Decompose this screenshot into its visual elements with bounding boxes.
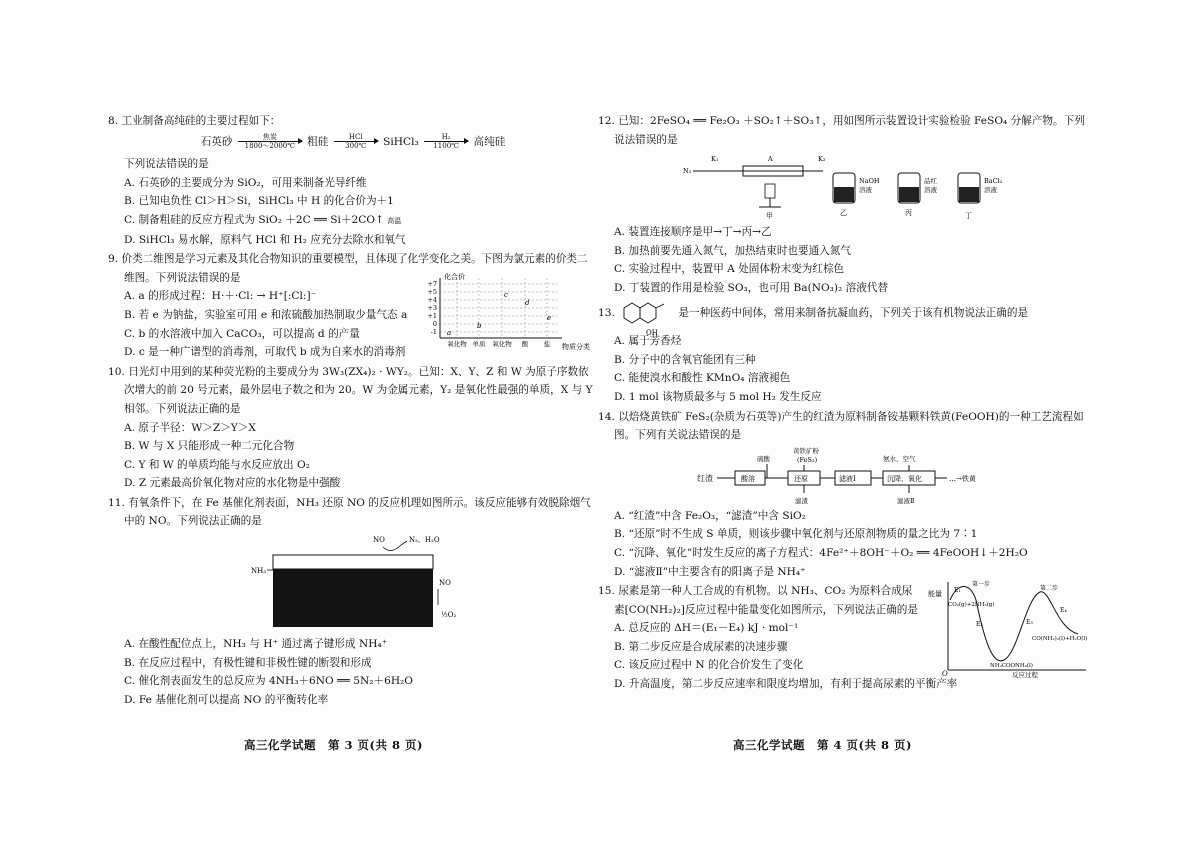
q15-products: CO(NH₂)₂(l)+H₂O(l): [1032, 636, 1088, 643]
q9-point: d: [525, 299, 530, 308]
q9-ytick: 0: [432, 320, 437, 329]
q8-start: 石英砂: [200, 135, 233, 148]
q9-ytick: -1: [430, 328, 437, 337]
q12-bacl2: 溶液: [984, 186, 997, 195]
question-10: [108, 363, 598, 493]
question-11: [108, 494, 598, 710]
q15-option-b: B. 第二步反应是合成尿素的决速步骤: [614, 640, 788, 653]
q8-arrow3: $\frac{\text{H₂}}{1100℃}$: [424, 133, 468, 150]
q12-pin2: 溶液: [924, 186, 937, 195]
q13-option-b: B. 分子中的含氧官能团有三种: [614, 353, 756, 366]
q9-point: e: [547, 314, 552, 323]
right-column: [598, 112, 1088, 695]
q15-option-c: C. 该反应过程中 N 的化合价发生了变化: [614, 659, 804, 672]
q9-ytick: +1: [427, 312, 437, 321]
q9-xcat: 单质: [472, 340, 486, 349]
q10-option-a: A. 原子半径：W＞Z＞Y＞X: [124, 421, 256, 434]
q9-option-b: B. 若 e 为钠盐，实验室可用 e 和浓硫酸加热制取少量气态 a: [124, 308, 408, 321]
q10-option-b: B. W 与 X 只能形成一种二元化合物: [124, 440, 295, 453]
q12-option-a: A. 装置连接顺序是甲→丁→丙→乙: [614, 226, 772, 239]
q14-end: …→铁黄: [949, 474, 976, 483]
q11-nh3-label: NH₃: [251, 567, 267, 576]
q12-n2: N₂: [683, 167, 692, 176]
question-8: [108, 112, 598, 249]
q14-start: 红渣: [697, 473, 713, 483]
q11-option-c: C. 催化剂表面发生的总反应为 4NH₃＋6NO ══ 5N₂＋6H₂O: [124, 675, 413, 688]
q14-flowchart: [693, 445, 993, 507]
q14-step2: 还原: [794, 474, 808, 483]
q8-stem: 8. 工业制备高纯硅的主要过程如下：: [108, 115, 281, 127]
q15-step2: 第二步: [1040, 585, 1059, 593]
q15-xlabel: 反应过程: [1012, 671, 1038, 679]
q12-naoh: NaOH: [859, 177, 880, 186]
q10-option-c: C. Y 和 W 的单质均能与水反应放出 O₂: [124, 458, 310, 471]
q12-jia: 甲: [766, 212, 773, 221]
q12-bacl: BaCl₂: [984, 177, 1003, 186]
q11-option-a: A. 在酸性配位点上，NH₃ 与 H⁺ 通过离子键形成 NH₄⁺: [124, 638, 388, 651]
q13-stem: 13. 是一种医药中间体，常用来制备抗凝血药，下列关于该有机物说法正确的是: [598, 306, 1029, 319]
q15-reactants: CO₂(g)+2NH₃(g): [948, 602, 995, 609]
q12-yi: 乙: [840, 209, 847, 218]
q9-ytick: +4: [427, 296, 437, 305]
q15-step1: 第一步: [972, 581, 991, 589]
q11-products: N₂、H₂O: [409, 536, 440, 545]
q8-option-d: D. SiHCl₃ 易水解，原料气 HCl 和 H₂ 应充分去除水和氧气: [124, 233, 406, 246]
q14-reagent1: 硫酸: [757, 454, 770, 463]
q8-c-condition: 高温: [387, 216, 402, 225]
q14-step4: 沉降、氧化: [887, 474, 922, 483]
q9-ylabel: 化合价: [444, 273, 465, 282]
q8-end: 高纯硅: [473, 135, 506, 148]
question-15: [598, 582, 1088, 694]
q11-option-b: B. 在反应过程中，有极性键和非极性键的断裂和形成: [124, 656, 372, 669]
q11-option-d: D. Fe 基催化剂可以提高 NO 的平衡转化率: [124, 693, 329, 706]
q13-structure: [618, 298, 674, 338]
q8-ask: 下列说法错误的是: [124, 158, 209, 171]
q13-option-a: A. 属于芳香烃: [614, 335, 682, 348]
q10-stem: 10. 日光灯中用到的某种荧光粉的主要成分为 3W₃(ZX₄)₂ · WY₂。已知：X、Y、Z 和 W 为原子序数依次增大的前 20 号元素，最外层电子数之和为 20。W 为金属元素，Y₂ 是氧化性最强的单质，X 与 Y 相邻。下列说法正确的是: [108, 365, 593, 415]
q9-point: c: [504, 291, 508, 300]
q11-o2: ½O₂: [441, 611, 457, 620]
q12-apparatus: [673, 151, 1013, 221]
q11-no-right: NO: [439, 579, 451, 588]
q9-xcat: 盐: [543, 340, 551, 349]
q15-option-d: D. 升高温度，第二步反应速率和限度均增加，有利于提高尿素的平衡产率: [614, 678, 958, 691]
q15-e1: E₁: [954, 587, 961, 595]
q15-e4: E₄: [1060, 607, 1067, 615]
q9-ytick: +7: [427, 280, 437, 289]
q9-option-a: A. a 的形成过程：H·＋·Cl: → H⁺[:Cl:]⁻: [124, 290, 317, 303]
question-12: [598, 112, 1088, 298]
q15-intermediate: NH₂COONH₄(l): [990, 663, 1033, 670]
q8-process: [108, 133, 598, 152]
q14-reagent2-bot: (FeS₂): [797, 455, 818, 464]
q15-option-a: A. 总反应的 ΔH＝(E₁－E₄) kJ · mol⁻¹: [614, 622, 799, 635]
q14-option-b: B. “还原”时不生成 S 单质，则该步骤中氧化剂与还原剂物质的量之比为 7∶1: [614, 528, 978, 541]
footer-page-3: 高三化学试题 第 3 页(共 8 页): [244, 738, 423, 752]
q12-k2: K₂: [818, 155, 826, 164]
q14-waste2: 滤液Ⅱ: [897, 496, 915, 505]
q9-option-d: D. c 是一种广谱型的消毒剂，可取代 b 成为自来水的消毒剂: [124, 346, 406, 359]
q8-option-c: C. 制备粗硅的反应方程式为 SiO₂ ＋2C ══ Si＋2CO↑ 高温: [124, 213, 402, 226]
q15-ylabel: 能量: [928, 590, 942, 599]
q8-arrow2: HCl 300℃: [334, 133, 378, 150]
q8-mid1: 粗硅: [307, 135, 329, 148]
q14-step1: 酸溶: [741, 474, 755, 483]
q8-arrow1: 焦炭 1800～2000℃: [238, 133, 302, 150]
q11-no-top: NO: [373, 536, 385, 545]
q9-chart: [422, 272, 592, 352]
q8-mid2: SiHCl₃: [383, 135, 419, 148]
q14-stem: 14. 以焙烧黄铁矿 FeS₂(杂质为石英等)产生的红渣为原料制备铵基颗料铁黄(FeOOH)的一种工艺流程如图。下列有关说法错误的是: [598, 410, 1084, 442]
q14-option-a: A. “红渣”中含 Fe₂O₃，“滤渣”中含 SiO₂: [614, 509, 806, 522]
q12-stem: 12. 已知：2FeSO₄ ══ Fe₂O₃ ＋SO₂↑＋SO₃↑，用如图所示装置设计实验检验 FeSO₄ 分解产物。下列说法错误的是: [598, 115, 1085, 146]
q15-e3: E₃: [1026, 619, 1033, 627]
q12-a: A: [768, 155, 773, 164]
q8-option-a: A. 石英砂的主要成分为 SiO₂，可用来制备光导纤维: [124, 176, 367, 189]
q8-option-b: B. 已知电负性 Cl＞H＞Si，SiHCl₃ 中 H 的化合价为＋1: [124, 195, 394, 208]
q12-bing: 丙: [905, 209, 912, 218]
q12-option-b: B. 加热前要先通入氮气，加热结束时也要通入氮气: [614, 244, 851, 257]
q12-option-d: D. 丁装置的作用是检验 SO₃，也可用 Ba(NO₃)₂ 溶液代替: [614, 281, 889, 294]
q9-xcat: 氧化物: [447, 340, 467, 349]
question-14: [598, 408, 1088, 582]
question-13: [598, 304, 1088, 407]
q12-option-c: C. 实验过程中，装置甲 A 处固体粉末变为红棕色: [614, 263, 845, 276]
q9-xcat: 氧化物: [492, 340, 512, 349]
q15-stem: 15. 尿素是第一种人工合成的有机物。以 NH₃、CO₂ 为原料合成尿素[CO(NH₂)₂]反应过程中能量变化如图所示，下列说法正确的是: [598, 585, 918, 616]
q9-xlabel: 物质分类: [562, 343, 590, 352]
q12-ding: 丁: [965, 212, 972, 221]
q14-option-c: C. “沉降、氧化”时发生反应的离子方程式：4Fe²⁺＋8OH⁻＋O₂ ══ 4FeOOH↓＋2H₂O: [614, 546, 1028, 559]
q15-e2: E₂: [976, 621, 983, 629]
q9-ytick: +5: [427, 288, 437, 297]
q12-k1: K₁: [711, 155, 719, 164]
q14-waste1: 滤渣: [795, 496, 808, 505]
q9-point: b: [477, 322, 482, 331]
q9-point: a: [447, 329, 452, 338]
q11-stem: 11. 有氧条件下，在 Fe 基催化剂表面，NH₃ 还原 NO 的反应机理如图所示。该反应能够有效脱除烟气中的 NO。下列说法正确的是: [108, 496, 591, 528]
q11-figure: [233, 533, 473, 633]
q9-ytick: +3: [427, 304, 437, 313]
q9-xcat: 酸: [521, 340, 529, 349]
q10-option-d: D. Z 元素最高价氧化物对应的水化物是中强酸: [124, 477, 341, 490]
q14-step3: 滤液Ⅰ: [839, 474, 856, 483]
q14-option-d: D. “滤液Ⅱ”中主要含有的阳离子是 NH₄⁺: [614, 565, 806, 578]
q13-option-d: D. 1 mol 该物质最多与 5 mol H₂ 发生反应: [614, 390, 822, 403]
question-9: [108, 250, 598, 362]
q14-reagent2-top: 黄铁矿粉: [793, 446, 819, 455]
q13-oh: OH: [646, 328, 658, 337]
q13-option-c: C. 能使溴水和酸性 KMnO₄ 溶液褪色: [614, 372, 791, 385]
q9-option-c: C. b 的水溶液中加入 CaCO₃，可以提高 d 的产量: [124, 327, 360, 340]
q9-stem: 9. 价类二维图是学习元素及其化合物知识的重要模型，且体现了化学变化之美。下图为氯元素的价类二维图。下列说法错误的是: [108, 253, 588, 284]
q15-energy-chart: [928, 578, 1088, 678]
q12-naoh2: 溶液: [859, 186, 872, 195]
left-column: [108, 112, 598, 710]
q15-origin: O: [942, 670, 948, 679]
q14-reagent3: 氨水、空气: [883, 454, 916, 463]
q12-pin: 品红: [924, 177, 937, 186]
footer-page-4: 高三化学试题 第 4 页(共 8 页): [733, 738, 912, 752]
